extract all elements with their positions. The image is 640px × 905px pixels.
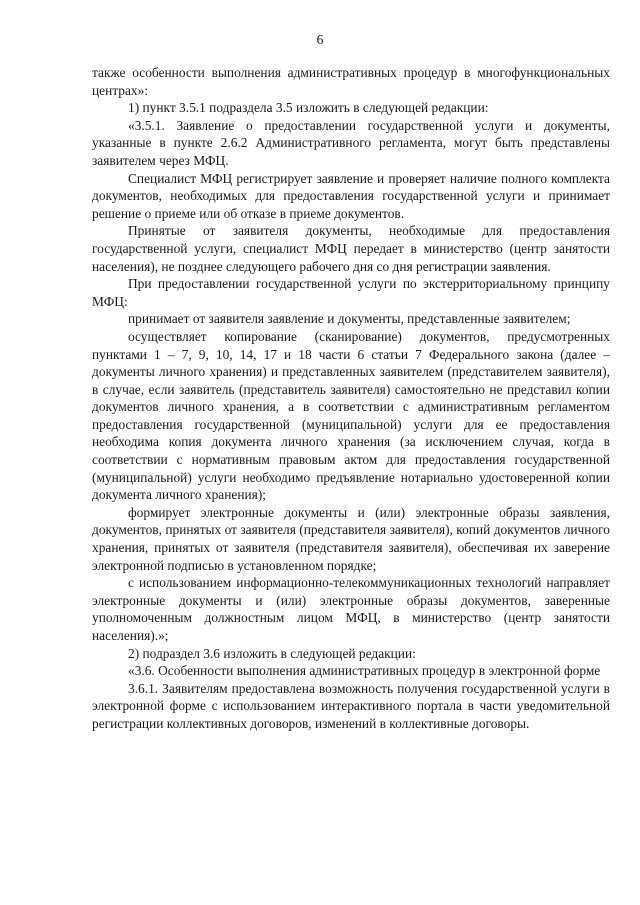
- paragraph: 1) пункт 3.5.1 подраздела 3.5 изложить в следующей редакции:: [128, 100, 489, 116]
- paragraph: При предоставлении государственной услуги по экстерриториальному принципу МФЦ:: [92, 276, 610, 309]
- paragraph: «3.6. Особенности выполнения административных процедур в электронной форме: [128, 663, 601, 679]
- page-number: 6: [316, 32, 324, 47]
- paragraph: Принятые от заявителя документы, необходимые для предоставления государственной услуги, специалист МФЦ передает в министерство (центр занятости населения), не позднее следующего рабочего дня со дня регистрации заявления.: [92, 223, 610, 274]
- paragraph: «3.5.1. Заявление о предоставлении государственной услуги и документы, указанные в пункте 2.6.2 Административного регламента, могут быть представлены заявителем через МФЦ.: [92, 117, 610, 168]
- paragraph: Специалист МФЦ регистрирует заявление и проверяет наличие полного комплекта документов, необходимых для предоставления государственной услуги и принимает решение о приеме или об отказе в приеме документов.: [92, 170, 610, 221]
- paragraph: осуществляет копирование (сканирование) документов, предусмотренных пунктами 1 – 7, 9, 10, 14, 17 и 18 части 6 статьи 7 Федерального закона (далее – документы личного хранения) и представленных заявителем (представителем заявителя), в случае, если заявитель (представитель заявителя) самостоятельно не представил копии документов личного хранения, а в соответствии с административным регламентом предоставления государственной (муниципальной) услуги для ее предоставления необходима копия документа личного хранения (за исключением случая, когда в соответствии с нормативным правовым актом для предоставления государственной (муниципальной) услуги необходимо предъявление нотариально удостоверенной копии документа личного хранения);: [92, 328, 610, 503]
- paragraph: формирует электронные документы и (или) электронные образы заявления, документов, принятых от заявителя (представителя заявителя), копий документов личного хранения, принятых от заявителя (представителя заявителя), обеспечивая их заверение электронной подписью в установленном порядке;: [92, 504, 610, 573]
- paragraph: 3.6.1. Заявителям предоставлена возможность получения государственной услуги в электронной форме с использованием интерактивного портала в части уведомительной регистрации коллективных договоров, изменений в коллективные договоры.: [92, 680, 610, 731]
- paragraph: также особенности выполнения административных процедур в многофункциональных центрах»:: [92, 65, 610, 98]
- document-body: [92, 64, 610, 733]
- paragraph: принимает от заявителя заявление и документы, представленные заявителем;: [128, 311, 571, 327]
- paragraph: 2) подраздел 3.6 изложить в следующей редакции:: [128, 645, 416, 661]
- paragraph: с использованием информационно-телекоммуникационных технологий направляет электронные документы и (или) электронные образы документов, заверенные уполномоченным должностным лицом МФЦ, в министерство (центр занятости населения).»;: [92, 575, 610, 643]
